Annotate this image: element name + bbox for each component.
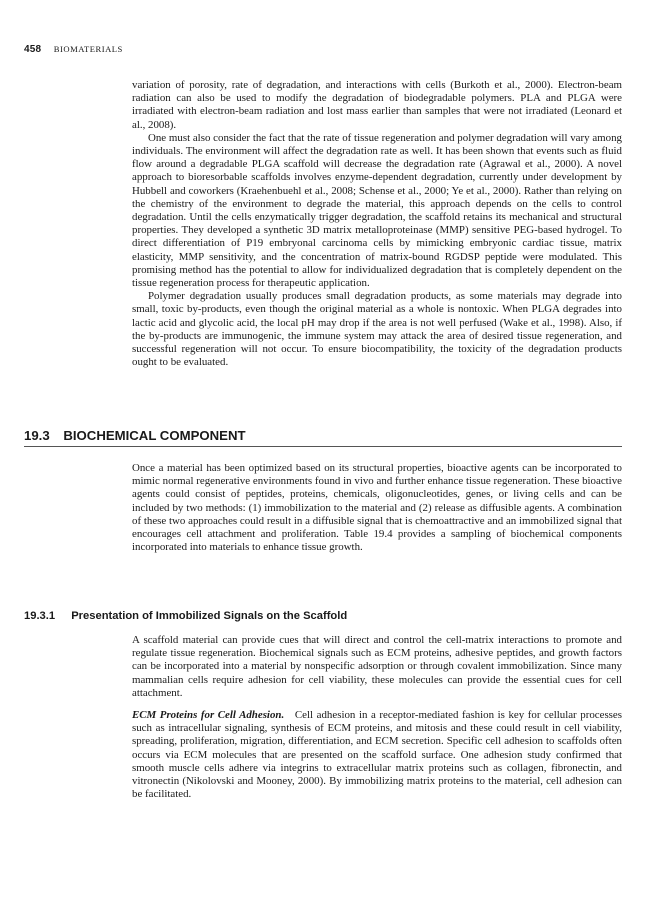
paragraph-scaffold-cues: A scaffold material can provide cues that will direct and control the cell-matrix interactions to promote and regulate tissue regeneration. Biochemical signals such as ECM proteins, adhesive peptides, and growth factors can be incorporated into a material by nonspecific adsorption or through covalent immobilization. Since many mammalian cells require adhesion for cell viability, these molecules can provide the essential cues for cell attachment. bbox=[132, 634, 622, 699]
paragraph-degradation-rate: One must also consider the fact that the rate of tissue regeneration and polymer degradation will vary among individuals. The environment will affect the degradation rate as well. It has been shown that events such as fluid flow around a degradable PLGA scaffold will decrease the degradation rate (Agrawal et al., 2000). A novel approach to bioresorbable scaffolds involves enzyme-dependent degradation, currently under development by Hubbell and coworkers (Kraehenbuehl et al., 2008; Schense et al., 2000; Ye et al., 2000). Rather than relying on the chemistry of the environment to degrade the material, this approach depends on the cells to control degradation. Until the cells enzymatically trigger degradation, the scaffold retains its mechanical and structural properties. They developed a synthetic 3D matrix metalloproteinase (MMP) sensitive PEG-based hydrogel. To direct differentiation of P19 embryonal carcinoma cells by mimicking embryonic cardiac tissue, matrix elasticity, MMP sensitivity, and the concentration of matrix-bound RGDSP peptide were modulated. This promising method has the potential to allow for individualized degradation that is completely dependent on the tissue regeneration process for therapeutic application. bbox=[132, 131, 622, 290]
paragraph-porosity: variation of porosity, rate of degradation, and interactions with cells (Burkoth et al., 2000). Electron-beam radiation can also be used to modify the degradation of biodegradable polymers. PLA and PLGA were irradiated with electron-beam radiation and lost mass earlier than samples that were not irradiated (Leonard et al., 2008). bbox=[132, 79, 622, 131]
subsection-heading bbox=[24, 610, 347, 622]
run-in-heading: ECM Proteins for Cell Adhesion. bbox=[132, 709, 285, 722]
section-intro-block bbox=[132, 462, 622, 554]
paragraph-ecm-proteins bbox=[132, 709, 622, 801]
section-heading bbox=[24, 428, 622, 447]
paragraph-ecm-proteins-text: Cell adhesion in a receptor-mediated fashion is key for cellular processes such as intracellular signaling, synthesis of ECM proteins, and mitosis and these could result in cell viability, spreading, proliferation, migration, differentiation, and ECM secretion. Specific cell adhesion to scaffolds often occurs via ECM molecules that are presented on the scaffold surface. One adhesion study confirmed that smooth muscle cells adhere via integrins to extracellular matrix proteins such as collagen, fibronectin, and vitronectin (Nikolovski and Mooney, 2000). By immobilizing matrix proteins to the material, cell adhesion can be facilitated. bbox=[132, 709, 622, 801]
section-title: BIOCHEMICAL COMPONENT bbox=[63, 428, 246, 443]
page-number: 458 bbox=[24, 44, 42, 55]
running-title: BIOMATERIALS bbox=[53, 44, 123, 54]
section-number: 19.3 bbox=[24, 428, 50, 443]
subsection-number: 19.3.1 bbox=[24, 610, 56, 622]
paragraph-bioactive-agents: Once a material has been optimized based on its structural properties, bioactive agents can be incorporated to mimic normal regenerative environments found in vivo and further enhance tissue regeneration. These bioactive agents could consist of peptides, proteins, chemicals, oligonucleotides, genes, or living cells and can be included by two methods: (1) immobilization to the material and (2) release as diffusible agents. A combination of these two approaches could result in a diffusible signal that is chemoattractive and an immobilized signal that encourages cell attachment and proliferation. Table 19.4 provides a sampling of biochemical components incorporated into materials to enhance tissue growth. bbox=[132, 462, 622, 554]
subsection-title: Presentation of Immobilized Signals on the Scaffold bbox=[71, 610, 348, 622]
continued-text-block bbox=[132, 79, 622, 369]
subsection-text-block bbox=[132, 634, 622, 801]
paragraph-degradation-products: Polymer degradation usually produces small degradation products, as some materials may degrade into small, toxic by-products, even though the original material as a whole is nontoxic. When PLGA degrades into lactic acid and glycolic acid, the local pH may drop if the area is not well perfused (Wake et al., 1998). Also, if the by-products are immunogenic, the immune system may attack the area of desired tissue regeneration, and successful regeneration will not occur. To ensure biocompatibility, the toxicity of the degradation products ought to be evaluated. bbox=[132, 290, 622, 369]
running-head bbox=[24, 44, 123, 55]
